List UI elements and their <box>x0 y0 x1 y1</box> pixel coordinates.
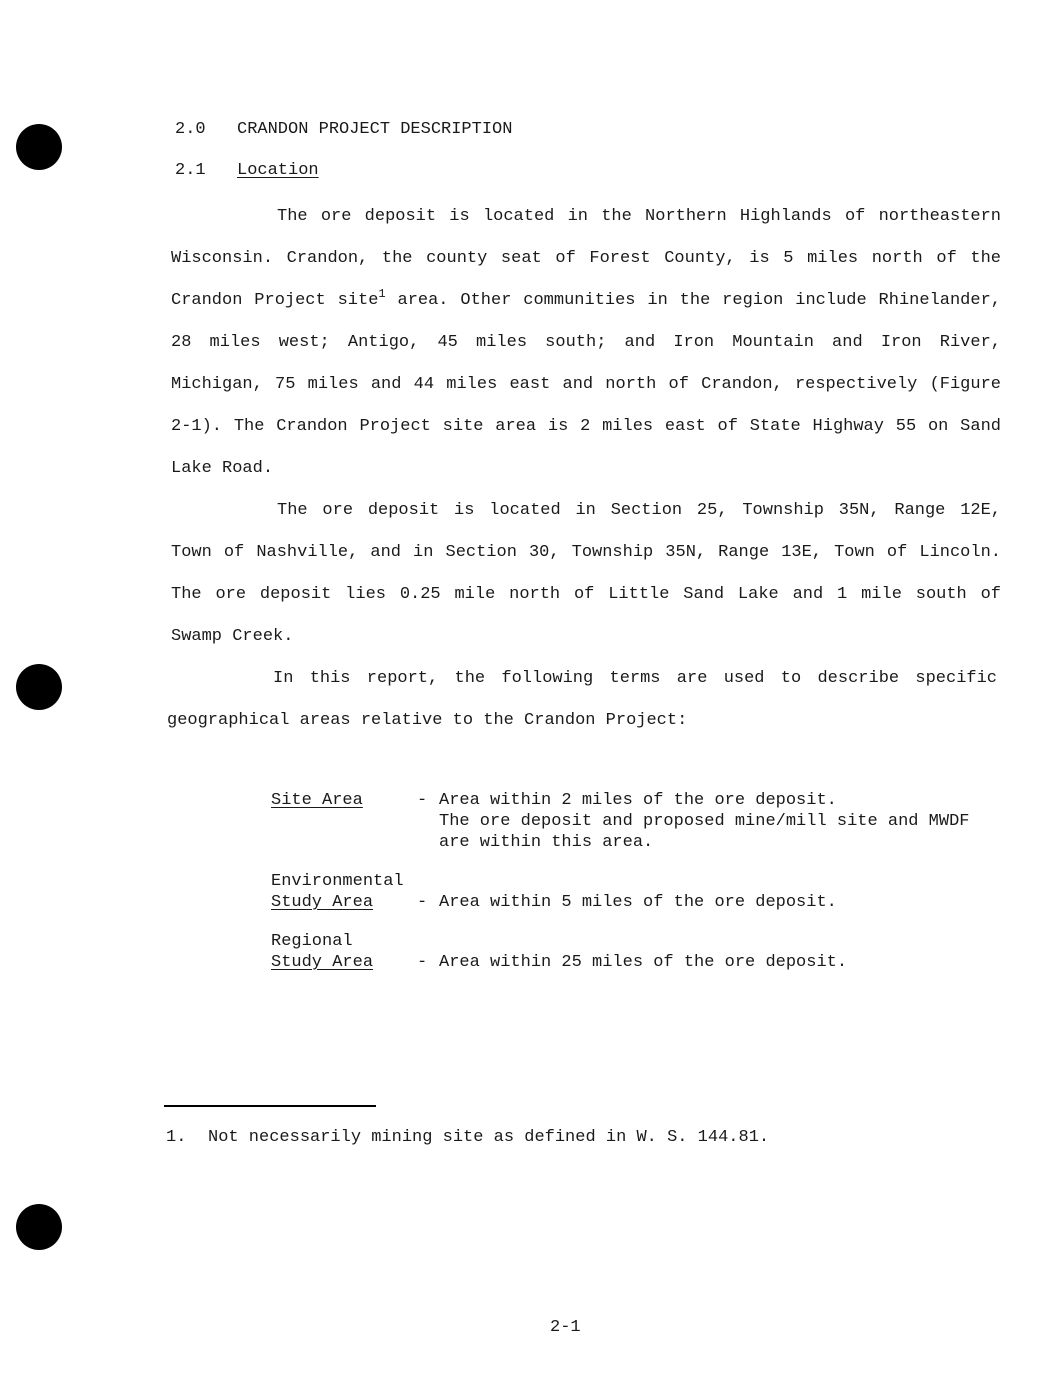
definition-term: Site Area <box>271 791 363 810</box>
definition-description: Area within 25 miles of the ore deposit. <box>439 953 848 972</box>
paragraph-3 <box>167 658 997 742</box>
definition-term-line-2: Study Area <box>271 953 374 972</box>
subsection-title: Location <box>237 161 319 180</box>
paragraph-3-text: In this report, the following terms are used to describe specific geographical areas relative to the Crandon Project: <box>167 669 997 730</box>
definition-term-line-2: Study Area <box>271 893 374 912</box>
definition-regional-study-area <box>271 931 1011 973</box>
subsection-heading <box>175 161 319 180</box>
section-number: 2.0 <box>175 120 206 139</box>
definition-dash: - <box>417 953 428 972</box>
page-number: 2-1 <box>550 1318 581 1337</box>
footnote <box>166 1128 769 1147</box>
footnote-number: 1. <box>166 1128 187 1147</box>
definition-site-area <box>271 790 1011 853</box>
definition-term-line-1: Regional <box>271 932 353 951</box>
definition-description: Area within 5 miles of the ore deposit. <box>439 893 837 912</box>
footnote-reference: 1 <box>378 287 386 301</box>
footnote-text: Not necessarily mining site as defined in W. S. 144.81. <box>208 1128 770 1147</box>
definitions-list <box>271 790 1011 991</box>
section-heading <box>175 120 512 139</box>
definition-description-line-2: The ore deposit and proposed mine/mill site and MWDF <box>439 812 970 831</box>
definition-description: Area within 2 miles of the ore deposit. <box>439 791 837 810</box>
punch-hole-top <box>16 124 62 170</box>
paragraph-2-text: The ore deposit is located in Section 25, Township 35N, Range 12E, Town of Nashville, and in Section 30, Township 35N, Range 13E, Town of Lincoln. The ore deposit lies 0.25 mile north of Little Sand Lake and 1 mile south of Swamp Creek. <box>171 501 1001 646</box>
definition-dash: - <box>417 893 428 912</box>
section-title: CRANDON PROJECT DESCRIPTION <box>237 120 513 139</box>
definition-description-line-3: are within this area. <box>439 833 654 852</box>
definition-dash: - <box>417 791 428 810</box>
paragraph-1-text-b: area. Other communities in the region include Rhinelander, 28 miles west; Antigo, 45 miles south; and Iron Mountain and Iron River, Michigan, 75 miles and 44 miles east and north of Crandon, respectively (Figure 2-1). The Crandon Project site area is 2 miles east of State Highway 55 on Sand Lake Road. <box>171 291 1001 478</box>
definition-environmental-study-area <box>271 871 1011 913</box>
paragraph-1-text-a: The ore deposit is located in the Northern Highlands of northeastern Wisconsin. Crandon, the county seat of Forest County, is 5 miles north of the Crandon Project site <box>171 207 1001 310</box>
punch-hole-middle <box>16 664 62 710</box>
paragraph-2 <box>171 490 1001 658</box>
paragraph-1 <box>171 196 1001 490</box>
subsection-number: 2.1 <box>175 161 206 180</box>
definition-term-line-1: Environmental <box>271 872 404 891</box>
punch-hole-bottom <box>16 1204 62 1250</box>
footnote-separator <box>164 1105 376 1107</box>
